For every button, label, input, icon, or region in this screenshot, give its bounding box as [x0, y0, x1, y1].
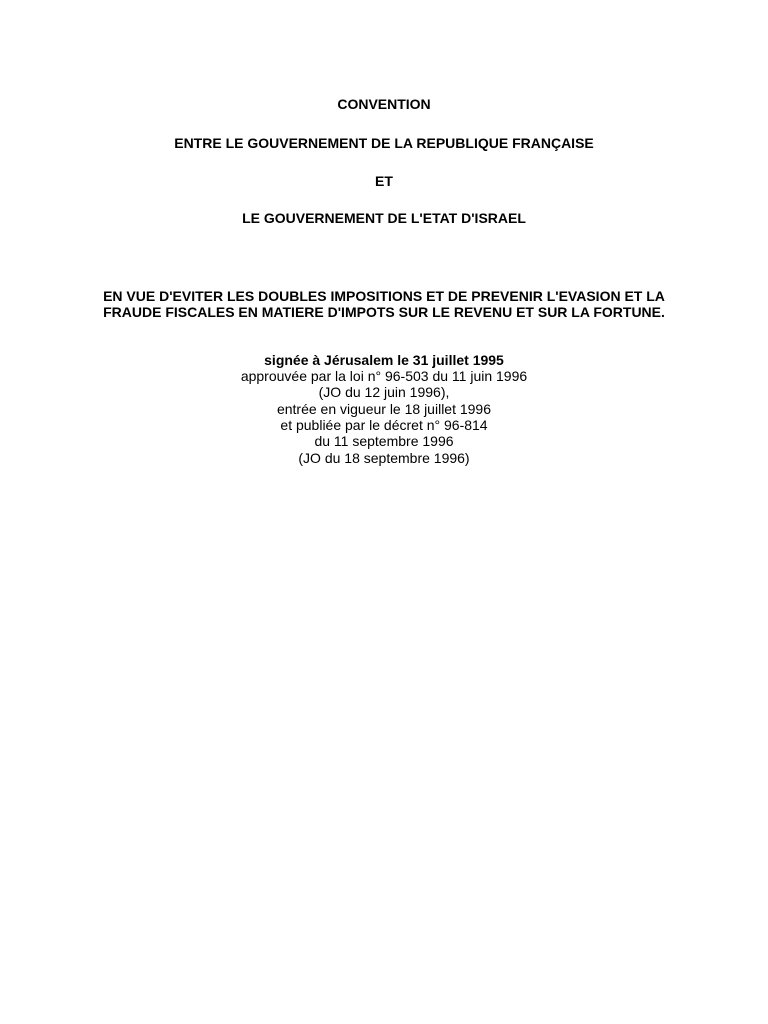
detail-line-jo-approval: (JO du 12 juin 1996), — [318, 384, 450, 400]
detail-line-entry-into-force: entrée en vigueur le 18 juillet 1996 — [276, 401, 492, 417]
object-line-2: FRAUDE FISCALES EN MATIERE D'IMPOTS SUR LE REVENU ET SUR LA FORTUNE. — [103, 304, 665, 320]
signature-line: signée à Jérusalem le 31 juillet 1995 — [264, 352, 504, 368]
party-france: ENTRE LE GOUVERNEMENT DE LA REPUBLIQUE FRANÇAISE — [174, 135, 594, 151]
party-conjunction: ET — [375, 173, 393, 189]
document-title: CONVENTION — [337, 96, 431, 112]
detail-line-decree-date: du 11 septembre 1996 — [314, 433, 454, 449]
object-line-1: EN VUE D'EVITER LES DOUBLES IMPOSITIONS ET DE PREVENIR L'EVASION ET LA — [103, 288, 665, 304]
party-israel: LE GOUVERNEMENT DE L'ETAT D'ISRAEL — [242, 210, 526, 226]
detail-line-approval: approuvée par la loi n° 96-503 du 11 juin 1996 — [240, 368, 528, 384]
detail-line-jo-decree: (JO du 18 septembre 1996) — [298, 450, 470, 466]
detail-line-decree: et publiée par le décret n° 96-814 — [280, 417, 488, 433]
